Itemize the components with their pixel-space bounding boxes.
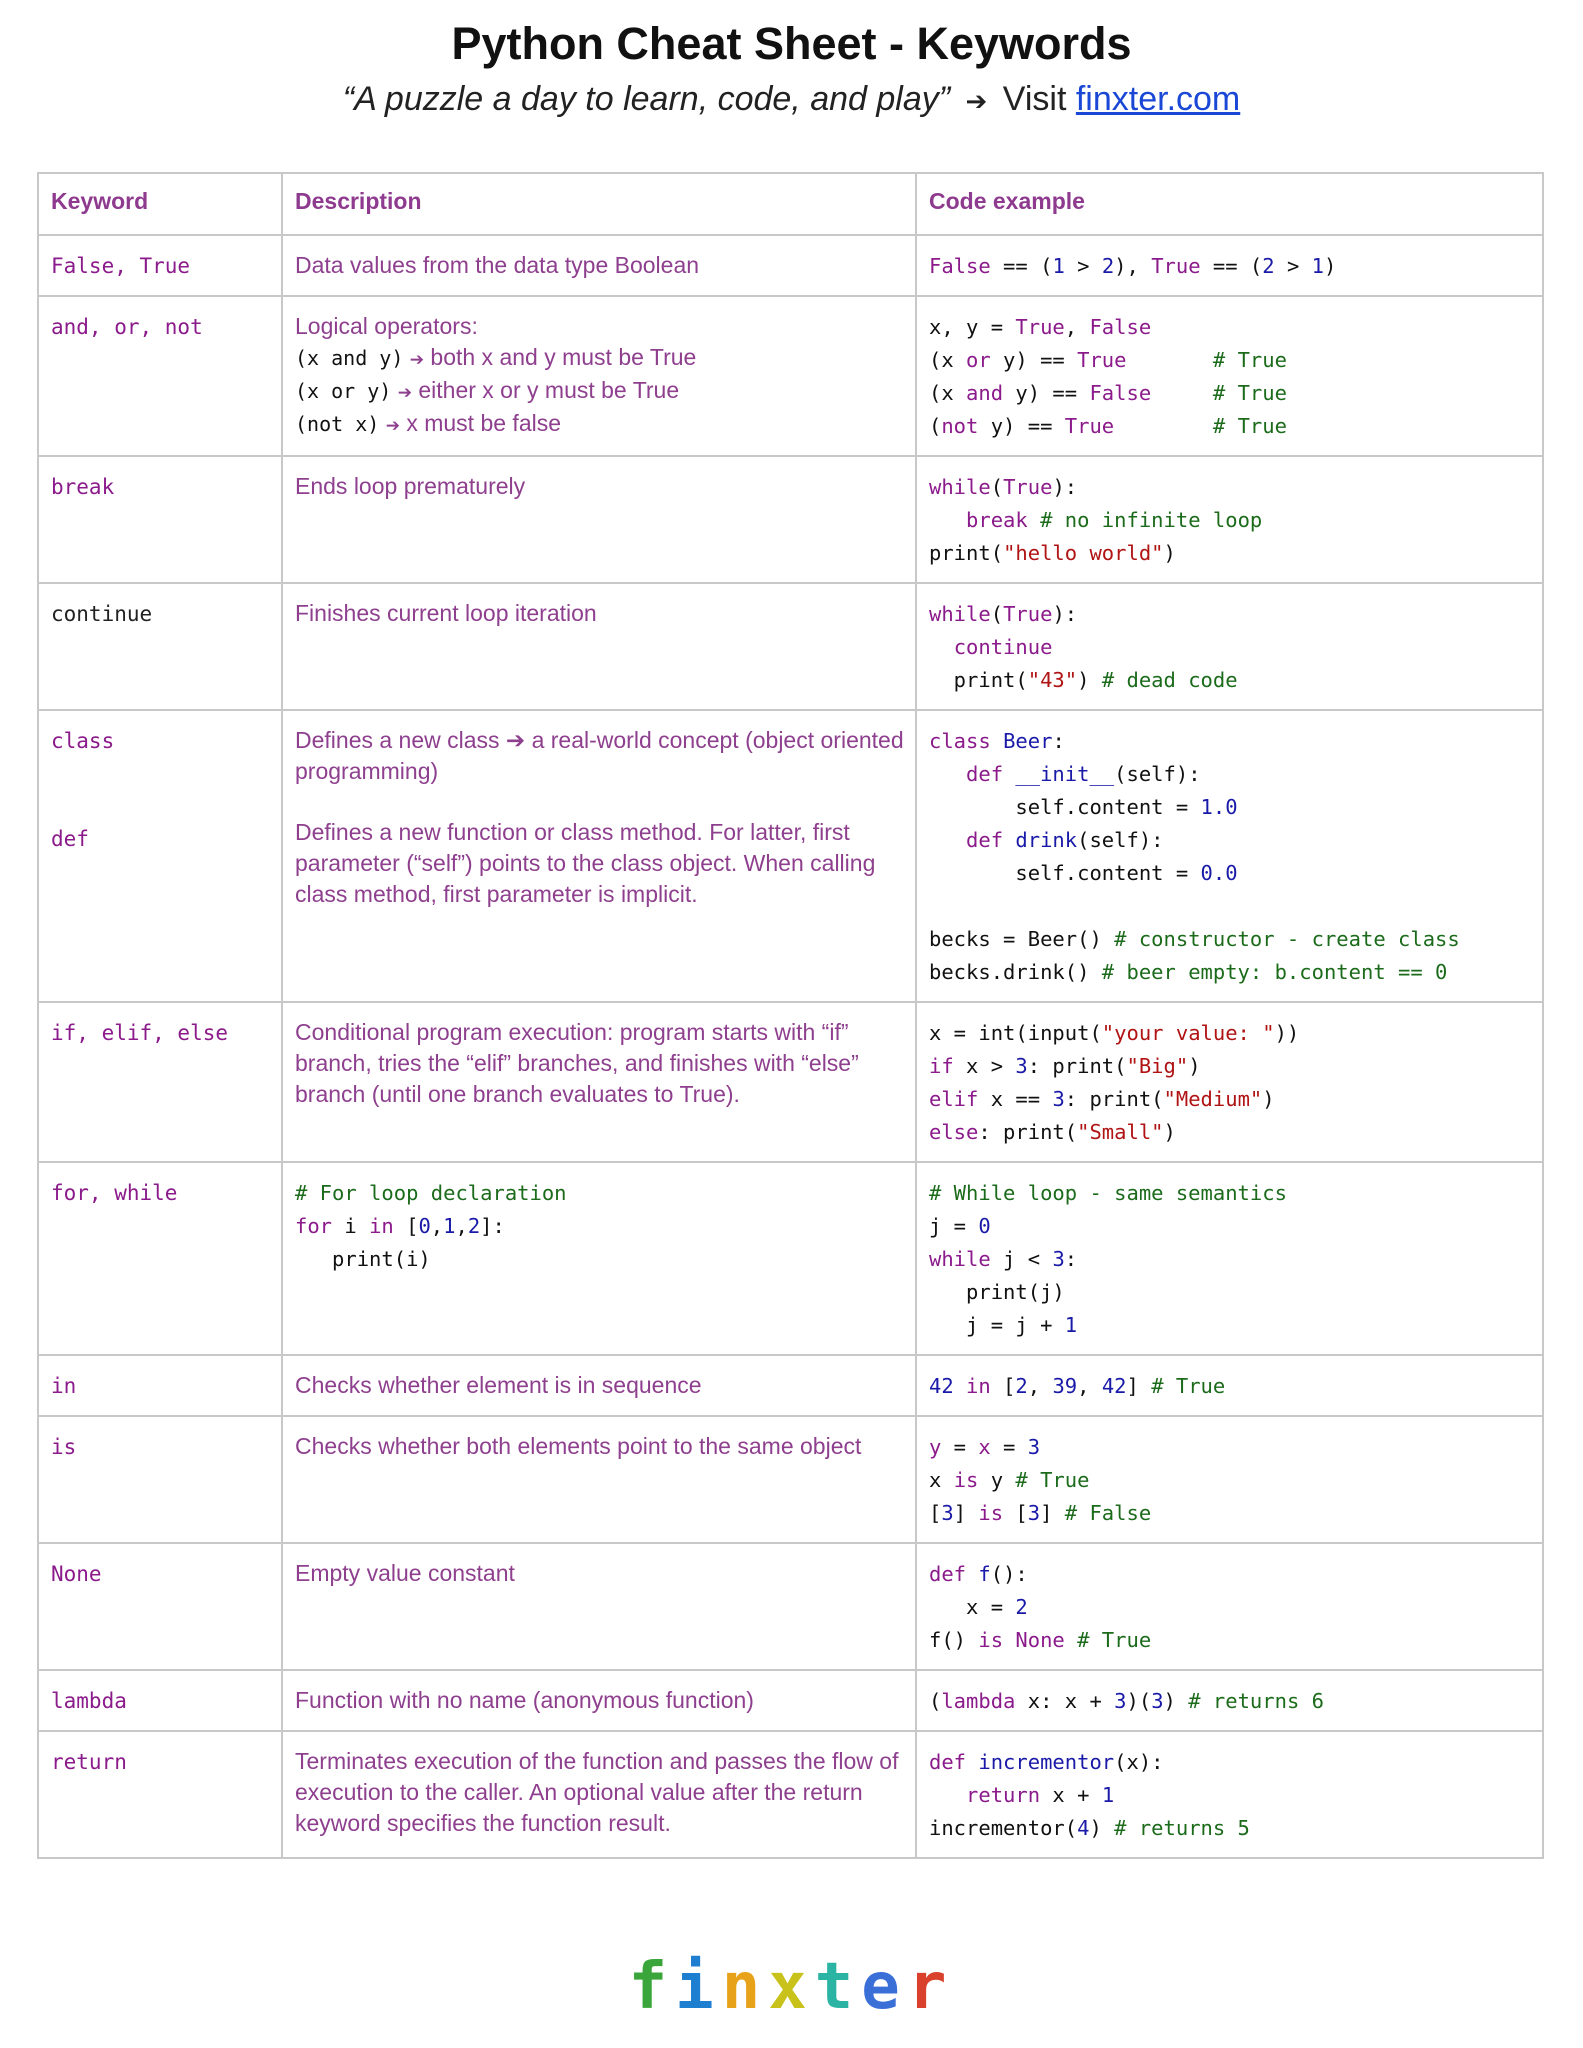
- arrow-icon: ➔: [385, 416, 400, 435]
- header-description: Description: [282, 173, 916, 235]
- description-cell: # For loop declaration for i in [0,1,2]: print(i): [282, 1162, 916, 1355]
- arrow-icon: ➔: [397, 383, 412, 402]
- page-title: Python Cheat Sheet - Keywords: [451, 18, 1132, 69]
- header-keyword: Keyword: [38, 173, 282, 235]
- code-cell: def incrementor(x): return x + 1 incrementor(4) # returns 5: [916, 1731, 1543, 1858]
- keyword-cell: [38, 710, 282, 1002]
- description-cell: Checks whether element is in sequence: [282, 1355, 916, 1416]
- keyword-cell: in: [38, 1355, 282, 1416]
- code-cell: def f(): x = 2 f() is None # True: [916, 1543, 1543, 1670]
- keyword-cell: return: [38, 1731, 282, 1858]
- logo-letter: e: [861, 1950, 908, 2024]
- keyword-def: def: [51, 827, 89, 851]
- finxter-logo: [0, 1950, 1583, 2024]
- table-row: [38, 583, 1543, 710]
- code-cell: (lambda x: x + 3)(3) # returns 6: [916, 1670, 1543, 1731]
- finxter-link[interactable]: finxter.com: [1075, 80, 1241, 118]
- desc-line: (not x) ➔ x must be false: [295, 410, 562, 436]
- description-cell: Terminates execution of the function and passes the flow of execution to the caller. An optional value after the return keyword specifies the function result.: [282, 1731, 916, 1858]
- logo-letter: t: [814, 1950, 862, 2024]
- subtitle-visit: Visit: [1002, 80, 1067, 118]
- keyword-cell: None: [38, 1543, 282, 1670]
- subtitle-quote: “A puzzle a day to learn, code, and play”: [342, 80, 951, 118]
- table-row: [38, 456, 1543, 583]
- logo-letter: n: [721, 1950, 769, 2024]
- code-cell: # While loop - same semantics j = 0 while j < 3: print(j) j = j + 1: [916, 1162, 1543, 1355]
- table-row: [38, 235, 1543, 296]
- description-cell: Conditional program execution: program starts with “if” branch, tries the “elif” branches, and finishes with “else” branch (until one branch evaluates to True).: [282, 1002, 916, 1162]
- keyword-cell: if, elif, else: [38, 1002, 282, 1162]
- desc-line: (x and y) ➔ both x and y must be True: [295, 344, 697, 370]
- keyword-cell: and, or, not: [38, 296, 282, 456]
- description-cell: Empty value constant: [282, 1543, 916, 1670]
- keywords-table: [37, 172, 1544, 1859]
- def-description: Defines a new function or class method. For latter, first parameter (“self”) points to the class object. When calling class method, first parameter is implicit.: [295, 819, 876, 907]
- keyword-cell: is: [38, 1416, 282, 1543]
- table-row: [38, 1162, 1543, 1355]
- description-cell: [282, 296, 916, 456]
- code-cell: 42 in [2, 39, 42] # True: [916, 1355, 1543, 1416]
- keyword-cell: continue: [38, 583, 282, 710]
- header-code-example: Code example: [916, 173, 1543, 235]
- table-header-row: [38, 173, 1543, 235]
- logo-letter: x: [768, 1950, 815, 2024]
- page-subtitle: [0, 80, 1583, 119]
- keyword-class: class: [51, 729, 115, 753]
- table-row: [38, 710, 1543, 1002]
- description-cell: Function with no name (anonymous function): [282, 1670, 916, 1731]
- class-description: Defines a new class ➔ a real-world concept (object oriented programming): [295, 727, 904, 784]
- logo-letter: r: [907, 1950, 955, 2024]
- table-row: [38, 1731, 1543, 1858]
- table-row: [38, 1002, 1543, 1162]
- code-cell: y = x = 3 x is y # True [3] is [3] # False: [916, 1416, 1543, 1543]
- code-cell: while(True): break # no infinite loop print("hello world"): [916, 456, 1543, 583]
- table-row: [38, 296, 1543, 456]
- keyword-cell: lambda: [38, 1670, 282, 1731]
- description-cell: Finishes current loop iteration: [282, 583, 916, 710]
- code-cell: while(True): continue print("43") # dead code: [916, 583, 1543, 710]
- description-cell: Data values from the data type Boolean: [282, 235, 916, 296]
- logo-letter: i: [675, 1950, 722, 2024]
- arrow-icon: ➔: [965, 86, 988, 116]
- keyword-cell: for, while: [38, 1162, 282, 1355]
- table-row: [38, 1355, 1543, 1416]
- keyword-cell: False, True: [38, 235, 282, 296]
- keyword-cell: break: [38, 456, 282, 583]
- code-cell: False == (1 > 2), True == (2 > 1): [916, 235, 1543, 296]
- logo-letter: f: [628, 1950, 676, 2024]
- desc-line: Logical operators:: [295, 313, 478, 339]
- description-cell: Ends loop prematurely: [282, 456, 916, 583]
- description-cell: [282, 710, 916, 1002]
- desc-line: (x or y) ➔ either x or y must be True: [295, 377, 680, 403]
- description-cell: Checks whether both elements point to the same object: [282, 1416, 916, 1543]
- table-row: [38, 1416, 1543, 1543]
- code-cell: x = int(input("your value: ")) if x > 3: print("Big") elif x == 3: print("Medium") else: print("Small"): [916, 1002, 1543, 1162]
- table-row: [38, 1543, 1543, 1670]
- code-cell: class Beer: def __init__(self): self.content = 1.0 def drink(self): self.content = 0.0 becks = Beer() # constructor - create class becks.drink() # beer empty: b.content == 0: [916, 710, 1543, 1002]
- arrow-icon: ➔: [409, 350, 425, 369]
- table-row: [38, 1670, 1543, 1731]
- code-cell: x, y = True, False (x or y) == True # True (x and y) == False # True (not y) == True # True: [916, 296, 1543, 456]
